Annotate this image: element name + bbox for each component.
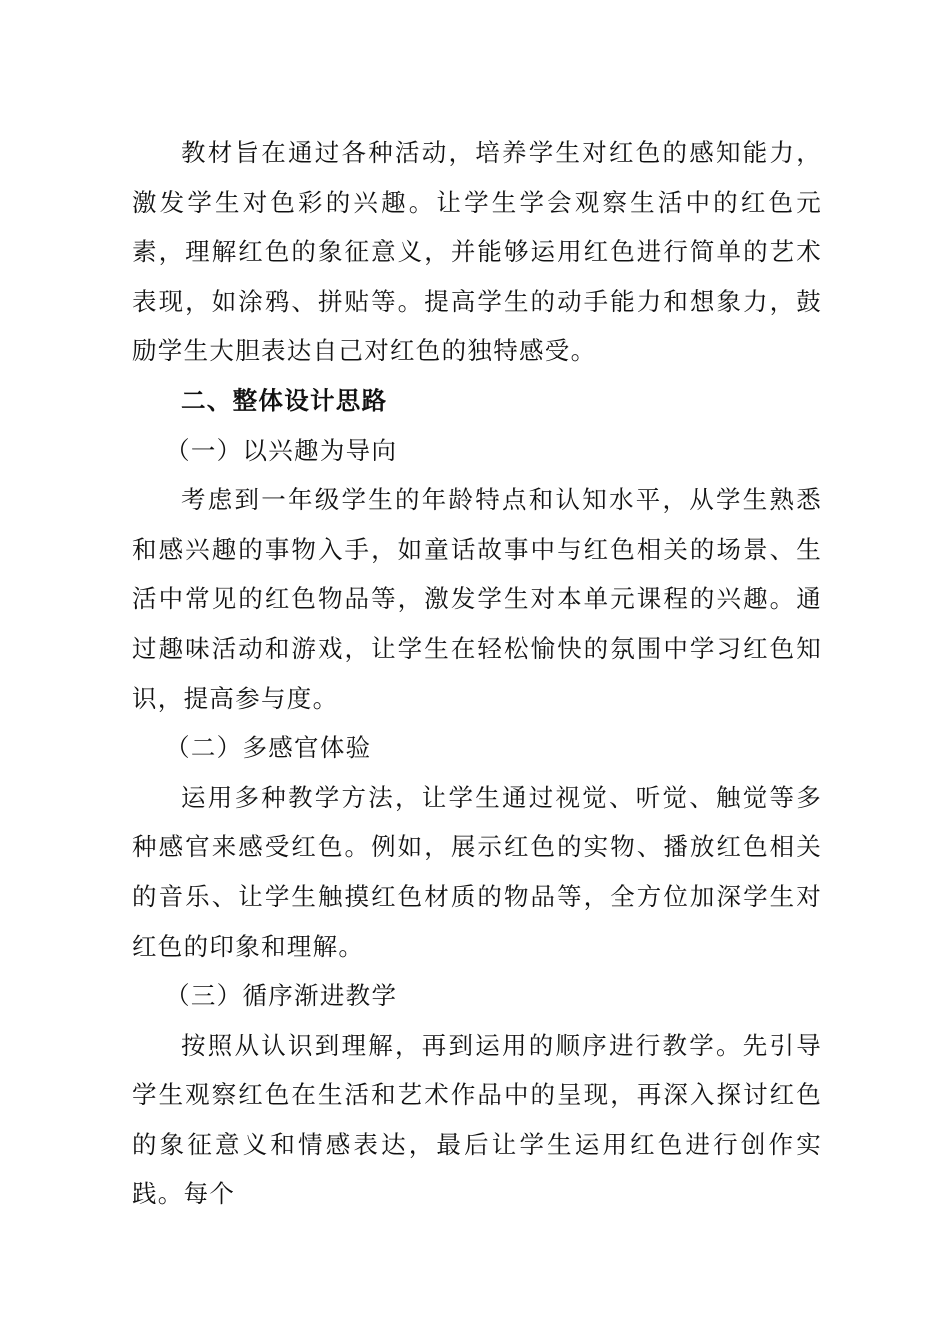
subsection-2-heading: （二）多感官体验: [165, 733, 372, 763]
subsection-3-paragraph: 按照从认识到理解，再到运用的顺序进行教学。先引导学生观察红色在生活和艺术作品中的呈现，再深入探讨红色的象征意义和情感表达，最后让学生运用红色进行创作实践。每个: [132, 1030, 822, 1209]
document-page: [132, 128, 822, 1219]
subsection-2-paragraph: 运用多种教学方法，让学生通过视觉、听觉、触觉等多种感官来感受红色。例如，展示红色的实物、播放红色相关的音乐、让学生触摸红色材质的物品等，全方位加深学生对红色的印象和理解。: [132, 782, 822, 961]
subsection-1-paragraph: 考虑到一年级学生的年龄特点和认知水平，从学生熟悉和感兴趣的事物入手，如童话故事中与红色相关的场景、生活中常见的红色物品等，激发学生对本单元课程的兴趣。通过趣味活动和游戏，让学生在轻松愉快的氛围中学习红色知识，提高参与度。: [132, 485, 822, 713]
subsection-1-heading: （一）以兴趣为导向: [165, 435, 398, 465]
goal-paragraph: 教材旨在通过各种活动，培养学生对红色的感知能力，激发学生对色彩的兴趣。让学生学会观察生活中的红色元素，理解红色的象征意义，并能够运用红色进行简单的艺术表现，如涂鸦、拼贴等。提高学生的动手能力和想象力，鼓励学生大胆表达自己对红色的独特感受。: [132, 138, 822, 366]
subsection-3-heading: （三）循序渐进教学: [165, 981, 398, 1011]
section-2-heading: 二、整体设计思路: [181, 385, 388, 415]
